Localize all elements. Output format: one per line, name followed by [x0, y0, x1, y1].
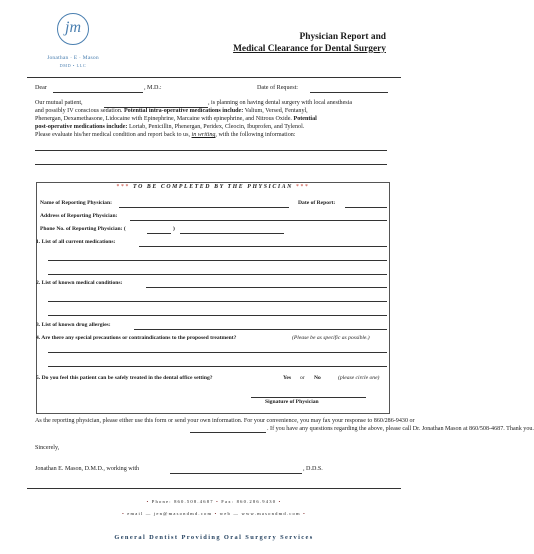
question-4-label: 4. Are there any special precautions or contraindications to the proposed treatment?	[36, 335, 237, 341]
para1-b: , is planning on having dental surgery with local anesthesia	[208, 100, 353, 106]
signoff-b: , D.D.S.	[303, 466, 323, 472]
date-of-request-label: Date of Request:	[257, 85, 298, 91]
footer-phone: 860.508.4687	[174, 499, 214, 504]
date-of-report-label: Date of Report:	[298, 200, 336, 206]
banner-stars-right: ***	[296, 184, 310, 190]
q1-line-1[interactable]	[139, 246, 387, 247]
question-4-note: (Please be as specific as possible.)	[292, 335, 370, 341]
footer-email-label: email —	[127, 511, 152, 516]
q1-line-2[interactable]	[48, 260, 387, 261]
para1-line2	[35, 108, 308, 116]
potential-label2: Potential	[293, 116, 317, 122]
q2-line-3[interactable]	[48, 315, 387, 316]
q4-line-2[interactable]	[48, 366, 387, 367]
footer-email-web: • email — jen@masondmd.com • web — www.masondmd.com •	[122, 511, 306, 516]
referring-dentist-field[interactable]	[170, 473, 302, 474]
answer-no[interactable]: No	[314, 375, 321, 381]
logo-name: Jonathan · E · Mason	[47, 55, 99, 61]
para1-line5	[35, 132, 295, 140]
reporting-physician-phone-label: Phone No. of Reporting Physician: (	[40, 226, 126, 232]
q2-line-2[interactable]	[48, 301, 387, 302]
footer-web[interactable]: www.masondmd.com	[241, 511, 301, 516]
physician-name-field[interactable]	[53, 92, 143, 93]
q1-line-3[interactable]	[48, 274, 387, 275]
q3-line-1[interactable]	[134, 329, 387, 330]
please-a: Please evaluate his/her medical condition and report back to us,	[35, 132, 191, 138]
signoff-a: Jonathan E. Mason, D.M.D., working with	[35, 466, 140, 472]
answer-yes[interactable]: Yes	[283, 375, 292, 381]
post-op-label: post-operative medications include:	[35, 124, 128, 130]
reporting-physician-name-field[interactable]	[119, 207, 289, 208]
para1-a: Our mutual patient,	[35, 100, 83, 106]
circle-one-note: (please circle one)	[338, 375, 380, 381]
para1-line1	[35, 100, 83, 108]
banner-stars-left: ***	[116, 184, 130, 190]
page-title-line1: Physician Report and	[299, 32, 386, 42]
phone-area-code-field[interactable]	[147, 233, 171, 234]
md-label: , M.D.:	[144, 85, 162, 91]
post-op-meds: Lortab, Penicillin, Phenergan, Peridex, Cleocin, Ibuprofen, and Tylenol.	[128, 124, 305, 130]
para1-d: Phenergan, Dexamethasone, Lidocaine with Epinephrine, Marcaine with epinephrine, and Nitrous Oxide.	[35, 116, 292, 122]
q4-line-1[interactable]	[48, 352, 387, 353]
sincerely: Sincerely,	[35, 445, 60, 451]
question-5-label: 5. Do you feel this patient can be safely treated in the dental office setting?	[36, 375, 213, 381]
footer-email[interactable]: jen@masondmd.com	[153, 511, 213, 516]
potential-meds-label: Potential intra-operative medications include:	[123, 108, 244, 114]
closing-para-b: . If you have any questions regarding the above, please call Dr. Jonathan Mason at 860/508-4687. Thank you.	[267, 426, 534, 432]
para1-c: and possibly IV conscious sedation.	[35, 108, 123, 114]
footer-phone-label: Phone:	[151, 499, 172, 504]
para1-line4	[35, 124, 304, 132]
footer-web-label: web —	[219, 511, 240, 516]
signature-label: Signature of Physician	[265, 399, 319, 405]
q2-line-1[interactable]	[146, 287, 387, 288]
header-divider	[27, 77, 401, 78]
question-1-label: 1. List of all current medications:	[36, 239, 116, 245]
footer-divider	[27, 488, 401, 489]
reporting-physician-name-label: Name of Reporting Physician:	[40, 200, 112, 206]
phone-paren: )	[173, 226, 175, 232]
footer-tagline: General Dentist Providing Oral Surgery Services	[114, 534, 314, 541]
page-title-line2	[233, 44, 386, 54]
banner-text: TO BE COMPLETED BY THE PHYSICIAN	[133, 184, 293, 190]
closing-para-a: As the reporting physician, please either use this form or send your own information. For your convenience, you may fax your response to 860/286-9430 or	[35, 418, 415, 424]
question-2-label: 2. List of known medical conditions:	[36, 280, 123, 286]
signature-field[interactable]	[251, 397, 366, 398]
para1-line3	[35, 116, 317, 124]
info-line-2[interactable]	[35, 164, 387, 165]
date-of-request-field[interactable]	[310, 92, 388, 93]
dear-label: Dear	[35, 85, 47, 91]
reporting-physician-address-field[interactable]	[130, 220, 387, 221]
alt-fax-field[interactable]	[190, 432, 266, 433]
potential-meds: Valium, Versed, Fentanyl,	[244, 108, 308, 114]
phone-number-field[interactable]	[180, 233, 284, 234]
closing-line1	[35, 418, 415, 426]
info-line-1[interactable]	[35, 150, 387, 151]
footer-phone-fax: • Phone: 860.508.4687 • Fax: 860.286.9430 •	[146, 499, 282, 504]
page-title-line2-text: Medical Clearance for Dental Surgery	[233, 44, 386, 54]
date-of-report-field[interactable]	[345, 207, 387, 208]
physician-section-banner	[36, 182, 390, 193]
logo-sub: DMD • LLC	[59, 63, 87, 68]
logo-mark: jm	[65, 19, 81, 36]
footer-fax: 860.286.9430	[236, 499, 277, 504]
reporting-physician-address-label: Address of Reporting Physician:	[40, 213, 118, 219]
in-writing: in writing	[191, 132, 216, 138]
footer-fax-label: Fax:	[221, 499, 235, 504]
answer-or: or	[300, 375, 305, 381]
question-3-label: 3. List of known drug allergies:	[36, 322, 111, 328]
please-b: , with the following information:	[215, 132, 296, 138]
